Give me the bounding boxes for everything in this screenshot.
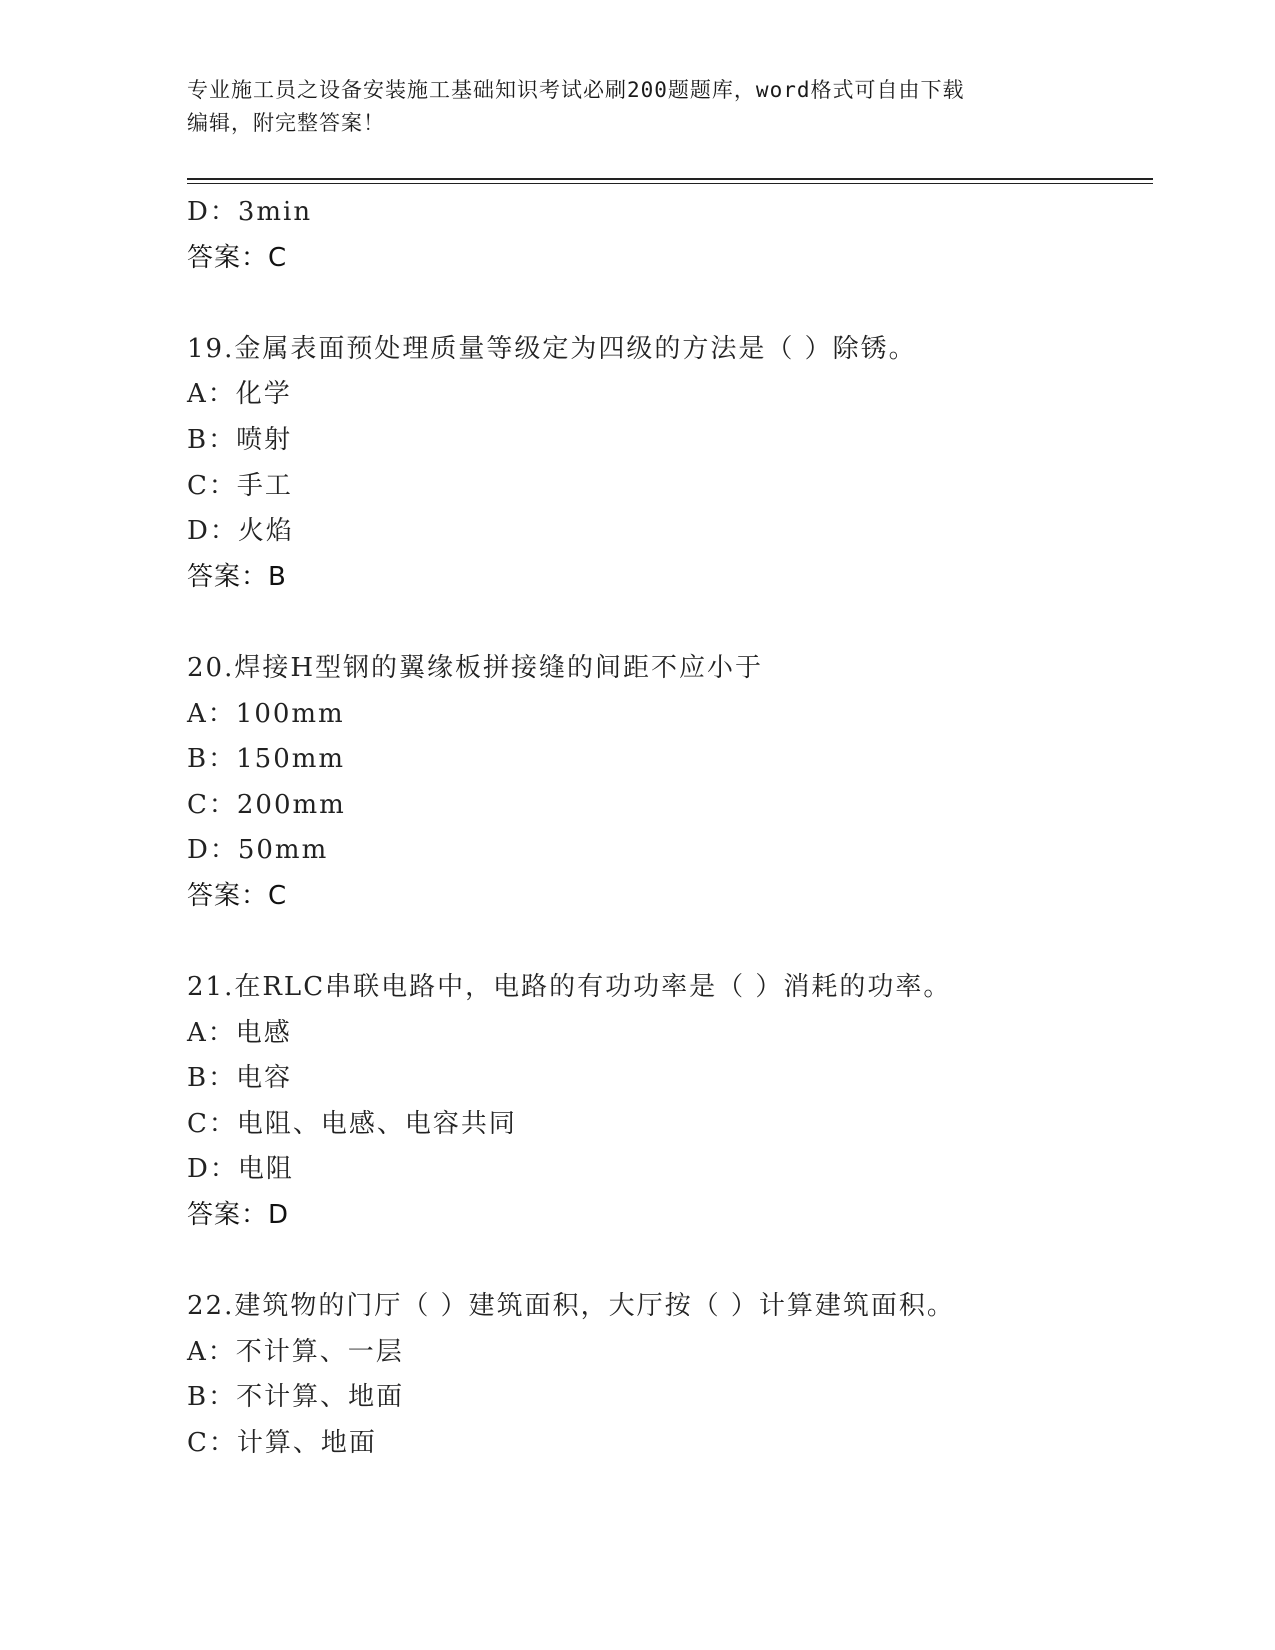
answer-line: 答案：D (187, 1200, 290, 1231)
option-b: B：电容 (187, 1063, 293, 1094)
spacer (187, 920, 1147, 966)
option-b: B：不计算、地面 (187, 1382, 405, 1413)
document-header (187, 74, 1087, 140)
option-a: A：不计算、一层 (187, 1336, 404, 1367)
spacer (187, 600, 1147, 646)
option-d: D：3min (187, 197, 313, 227)
option-d: D：电阻 (187, 1154, 294, 1185)
option-a: A：化学 (187, 379, 292, 410)
spacer (187, 281, 1147, 327)
question-stem: 22.建筑物的门厅（ ）建筑面积，大厅按（ ）计算建筑面积。 (187, 1291, 955, 1322)
option-c: C：电阻、电感、电容共同 (187, 1108, 517, 1139)
option-b: B：喷射 (187, 424, 293, 455)
option-c: C：手工 (187, 470, 293, 501)
header-title-line-1: 专业施工员之设备安装施工基础知识考试必刷200题题库，word格式可自由下载 (187, 78, 965, 102)
question-stem: 20.焊接H型钢的翼缘板拼接缝的间距不应小于 (187, 652, 764, 683)
option-d: D：50mm (187, 835, 329, 866)
option-b: B：150mm (187, 744, 346, 775)
header-title-line-2: 编辑，附完整答案！ (187, 111, 385, 135)
question-stem: 21.在RLC串联电路中，电路的有功功率是（ ）消耗的功率。 (187, 972, 952, 1003)
option-d: D：火焰 (187, 516, 294, 547)
header-divider-thick (187, 178, 1153, 180)
option-a: A：电感 (187, 1017, 292, 1048)
question-stem: 19.金属表面预处理质量等级定为四级的方法是（ ）除锈。 (187, 333, 917, 364)
answer-line: 答案：C (187, 880, 288, 911)
option-a: A：100mm (187, 698, 345, 729)
header-divider-thin (187, 183, 1153, 184)
answer-line: 答案：B (187, 561, 287, 592)
question-list (187, 190, 1147, 1467)
option-c: C：计算、地面 (187, 1428, 377, 1459)
answer-line: 答案：C (187, 242, 288, 273)
option-c: C：200mm (187, 789, 346, 820)
spacer (187, 1239, 1147, 1285)
